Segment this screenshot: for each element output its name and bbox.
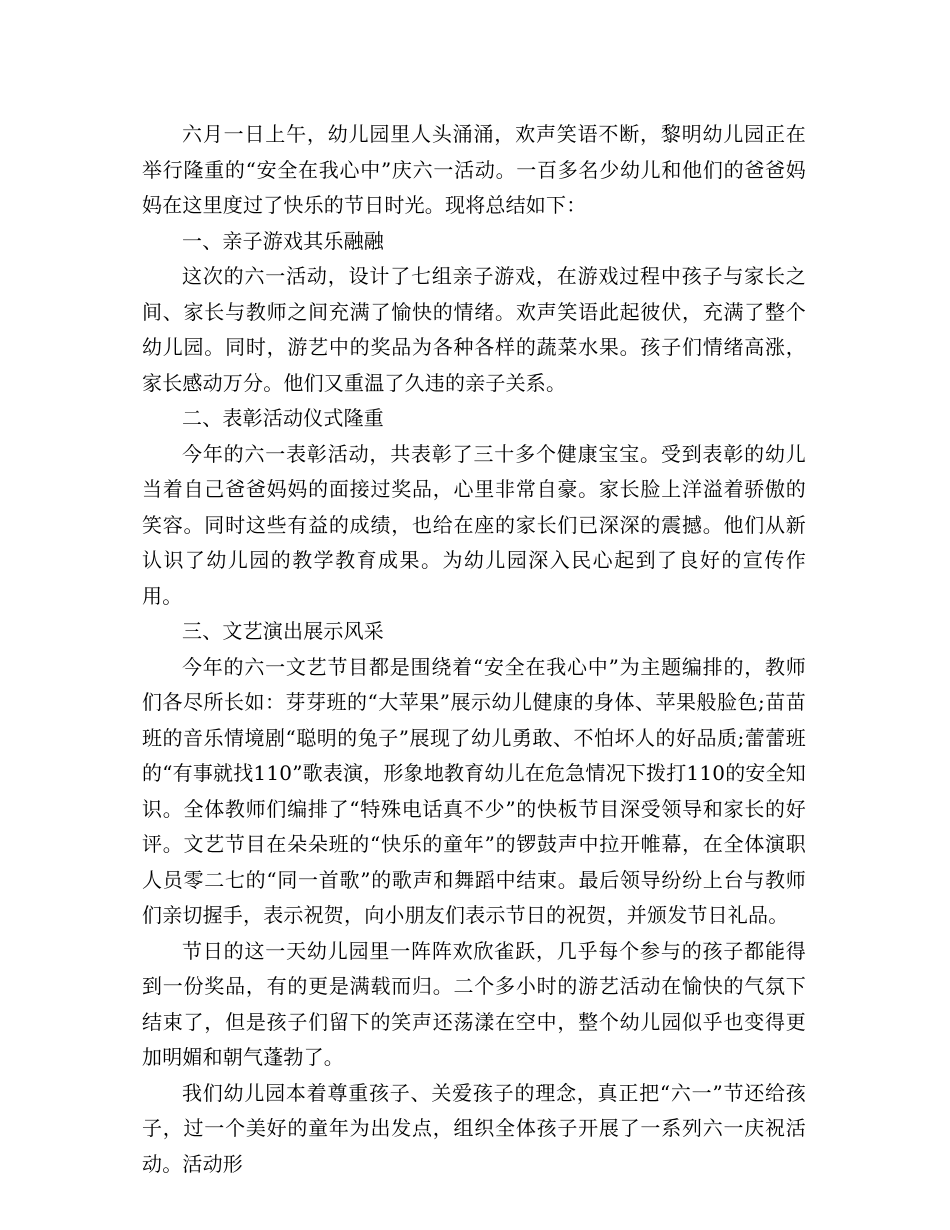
section-heading-3: 三、文艺演出展示风采 [182, 619, 384, 643]
closing-paragraph-1: 节日的这一天幼儿园里一阵阵欢欣雀跃，几乎每个参与的孩子都能得到一份奖品，有的更是满载而归。二个多小时的游艺活动在愉快的气氛下结束了，但是孩子们留下的笑声还荡漾在空中，整个幼儿园似乎也变得更加明媚和朝气蓬勃了。 [142, 938, 806, 1069]
section-2-paragraph: 今年的六一表彰活动，共表彰了三十多个健康宝宝。受到表彰的幼儿当着自己爸爸妈妈的面接过奖品，心里非常自豪。家长脸上洋溢着骄傲的笑容。同时这些有益的成绩，也给在座的家长们已深深的震撼。他们从新认识了幼儿园的教学教育成果。为幼儿园深入民心起到了良好的宣传作用。 [142, 441, 806, 608]
section-3-paragraph: 今年的六一文艺节目都是围绕着“安全在我心中”为主题编排的，教师们各尽所长如：芽芽班的“大苹果”展示幼儿健康的身体、苹果般脸色;苗苗班的音乐情境剧“聪明的兔子”展现了幼儿勇敢、不怕坏人的好品质;蕾蕾班的“有事就找110”歌表演，形象地教育幼儿在危急情况下拨打110的安全知识。全体教师们编排了“特殊电话真不少”的快板节目深受领导和家长的好评。文艺节目在朵朵班的“快乐的童年”的锣鼓声中拉开帷幕，在全体演职人员零二七的“同一首歌”的歌声和舞蹈中结束。最后领导纷纷上台与教师们亲切握手，表示祝贺，向小朋友们表示节日的祝贺，并颁发节日礼品。 [142, 654, 806, 927]
section-heading-2: 二、表彰活动仪式隆重 [182, 406, 384, 430]
document-body [142, 117, 806, 1182]
section-1-paragraph: 这次的六一活动，设计了七组亲子游戏，在游戏过程中孩子与家长之间、家长与教师之间充满了愉快的情绪。欢声笑语此起彼伏，充满了整个幼儿园。同时，游艺中的奖品为各种各样的蔬菜水果。孩子们情绪高涨，家长感动万分。他们又重温了久违的亲子关系。 [142, 264, 806, 395]
intro-paragraph: 六月一日上午，幼儿园里人头涌涌，欢声笑语不断，黎明幼儿园正在举行隆重的“安全在我心中”庆六一活动。一百多名少幼儿和他们的爸爸妈妈在这里度过了快乐的节日时光。现将总结如下： [142, 122, 806, 217]
closing-paragraph-2: 我们幼儿园本着尊重孩子、关爱孩子的理念，真正把“六一”节还给孩子，过一个美好的童年为出发点，组织全体孩子开展了一系列六一庆祝活动。活动形 [142, 1080, 806, 1176]
section-heading-1: 一、亲子游戏其乐融融 [182, 228, 384, 253]
